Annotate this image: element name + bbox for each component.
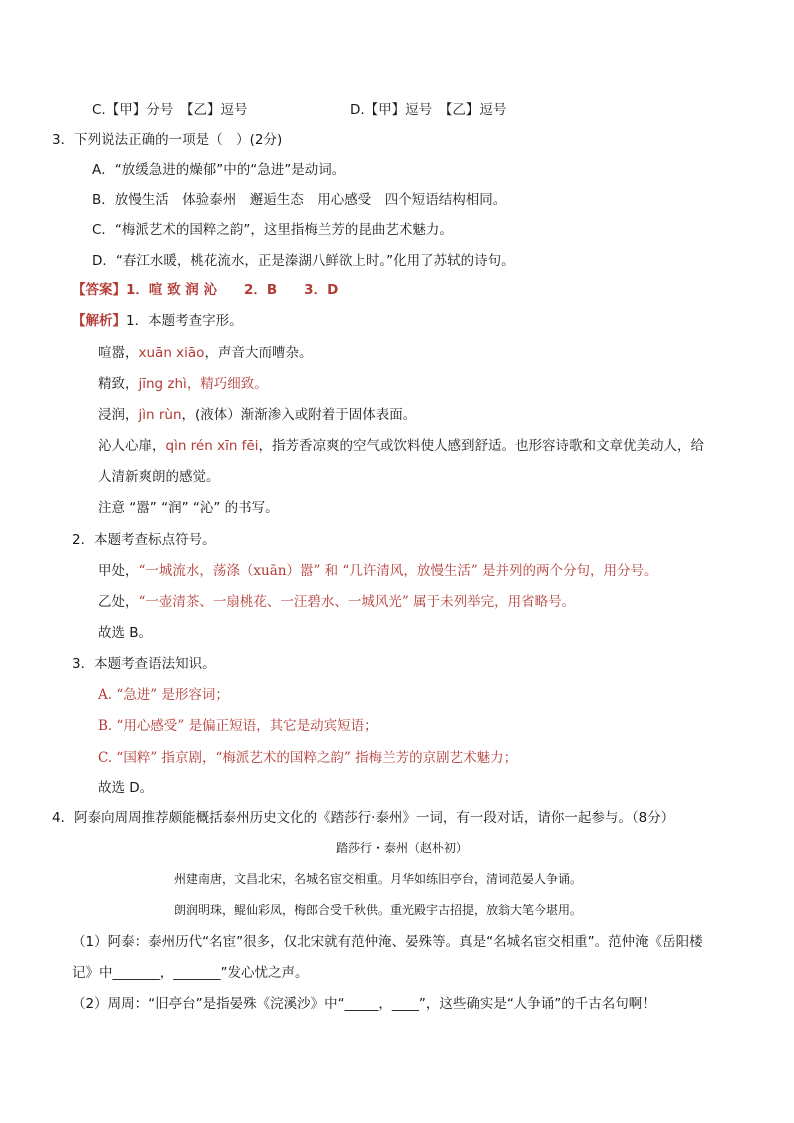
analysis-p2-jia: 甲处，“一城流水，荡涤（xuān）嚣” 和 “几许清风，放慢生活” 是并列的两个分句，用分号。 (98, 563, 658, 579)
word-jingzhi: 精致，jīng zhì，精巧细致。 (98, 376, 268, 392)
q4-sub2: （2）周周：“旧亭台”是指晏殊《浣溪沙》中“_____，____”，这些确实是“人争诵”的千古名句啊！ (72, 996, 656, 1012)
answer-tag: 【答案】 (72, 282, 126, 298)
analysis-p2-choose: 故选 B。 (98, 625, 153, 641)
analysis-p2-title: 2．本题考查标点符号。 (72, 532, 216, 548)
q3-stem: 3．下列说法正确的一项是（ ）(2分) (52, 132, 283, 148)
analysis-note: 注意 “嚣” “润” “沁” 的书写。 (98, 500, 279, 516)
q3-option-a: A．“放缓急进的燥郁”中的“急进”是动词。 (92, 162, 346, 178)
poem-line-2: 朗润明珠，鲲仙彩凤，梅郎合受千秋供。重光殿宇古招提，放翁大笔今堪用。 (174, 903, 583, 917)
word-qinrenxinfei-cont: 人清新爽朗的感觉。 (98, 469, 220, 485)
q4-sub1: （1）阿泰：泰州历代“名宦”很多，仅北宋就有范仲淹、晏殊等。真是“名城名宦交相重”。范仲淹《岳阳楼 (72, 934, 703, 950)
q4-stem: 4．阿泰向周周推荐颇能概括泰州历史文化的《踏莎行·泰州》一词，有一段对话，请你一起参与。（8分） (52, 810, 675, 826)
analysis-p3-title: 3．本题考查语法知识。 (72, 656, 216, 672)
answer-content: 1．喧 致 润 沁 2．B 3．D (126, 282, 339, 298)
q3-option-d: D．“春江水暖，桃花流水，正是溱湖八鲜欲上时。”化用了苏轼的诗句。 (92, 253, 515, 269)
analysis-p3-b: B. “用心感受” 是偏正短语，其它是动宾短语； (98, 718, 378, 734)
analysis-p1-title: 1．本题考查字形。 (126, 313, 243, 329)
analysis-p3-choose: 故选 D。 (98, 780, 154, 796)
q4-sub1-cont: 记》中_______，_______”发心忧之声。 (72, 965, 309, 981)
poem-line-1: 州建南唐，文昌北宋，名城名宦交相重。月华如练旧亭台，清词范晏人争诵。 (174, 872, 583, 886)
poem-title: 踏莎行・泰州（赵朴初） (336, 841, 469, 855)
word-xuanxiao: 喧嚣，xuān xiāo，声音大而嘈杂。 (98, 345, 313, 361)
q3-option-b: B．放慢生活 体验泰州 邂逅生态 用心感受 四个短语结构相同。 (92, 192, 507, 208)
analysis-line (72, 311, 243, 331)
analysis-p3-a: A. “急进” 是形容词； (98, 687, 229, 703)
q2-option-d: D.【甲】逗号 【乙】逗号 (350, 102, 507, 118)
analysis-p2-yi: 乙处，“一壶清茶、一扇桃花、一汪碧水、一城风光” 属于未列举完，用省略号。 (98, 594, 576, 610)
analysis-p3-c: C. “国粹” 指京剧，“梅派艺术的国粹之韵” 指梅兰芳的京剧艺术魅力； (98, 750, 518, 766)
answer-line (72, 280, 338, 300)
analysis-tag: 【解析】 (72, 313, 126, 329)
word-jinrun: 浸润，jìn rùn，(液体）渐渐渗入或附着于固体表面。 (98, 407, 417, 423)
q2-option-c: C.【甲】分号 【乙】逗号 (92, 102, 248, 118)
q3-option-c: C．“梅派艺术的国粹之韵”，这里指梅兰芳的昆曲艺术魅力。 (92, 222, 453, 238)
word-qinrenxinfei: 沁人心扉，qìn rén xīn fēi，指芳香凉爽的空气或饮料使人感到舒适。也形容诗歌和文章优美动人，给 (98, 438, 704, 454)
